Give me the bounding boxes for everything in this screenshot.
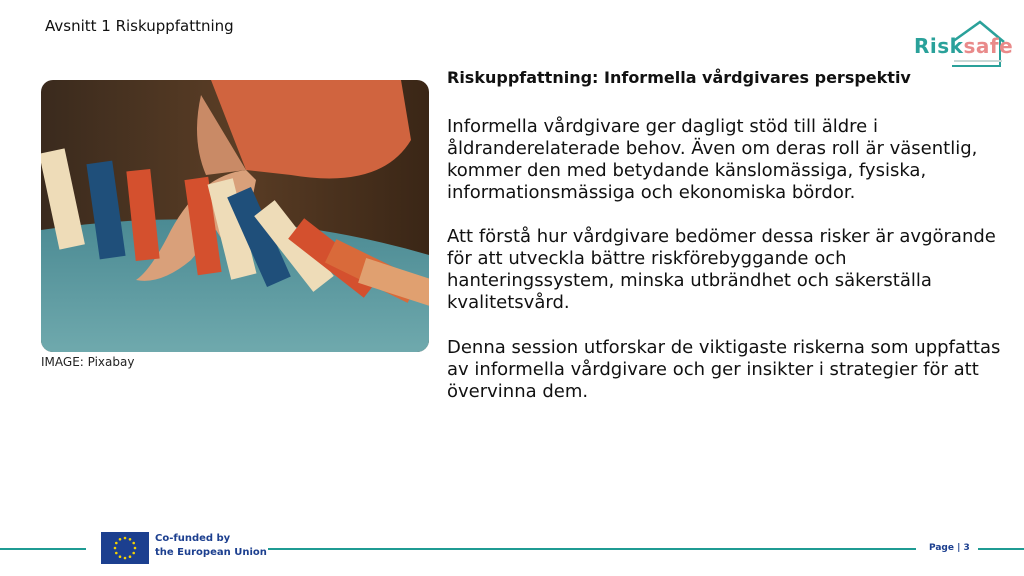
paragraph-session-overview: Denna session utforskar de viktigaste riskerna som uppfattas av informella vårdgivare och ger insikter i strategier för att övervinna dem. — [447, 337, 1001, 402]
logo-wordmark — [914, 34, 1013, 58]
footer-divider-left — [0, 548, 86, 550]
content-title: Riskuppfattning: Informella vårdgivares perspektiv — [447, 68, 911, 87]
eu-flag-icon — [101, 532, 149, 564]
logo-tagline-mark — [954, 60, 1002, 62]
logo-part-risk: Risk — [914, 34, 964, 58]
paragraph-risk-assessment: Att förstå hur vårdgivare bedömer dessa risker är avgörande för att utveckla bättre riskförebyggande och hanteringssystem, minska utbrändhet och säkerställa kvalitetsvård. — [447, 226, 996, 313]
logo-part-safe: safe — [963, 34, 1014, 58]
paragraph-intro: Informella vårdgivare ger dagligt stöd till äldre i åldranderelaterade behov. Även om deras roll är väsentlig, kommer den med betydande känslomässiga, fysiska, informationsmässiga och ekonomiska bördor. — [447, 116, 978, 203]
page-number: Page | 3 — [929, 543, 970, 553]
dominoes-hand-photo-icon — [41, 80, 429, 352]
section-title: Avsnitt 1 Riskuppfattning — [45, 17, 234, 35]
dominoes-photo — [41, 80, 429, 352]
footer-divider-right — [978, 548, 1024, 550]
footer-divider-middle — [268, 548, 916, 550]
eu-text-line1: Co-funded by — [155, 533, 231, 544]
risksafe-logo — [912, 20, 1014, 70]
image-caption: IMAGE: Pixabay — [41, 355, 135, 369]
eu-cofunded-text — [155, 532, 267, 560]
eu-text-line2: the European Union — [155, 547, 267, 558]
